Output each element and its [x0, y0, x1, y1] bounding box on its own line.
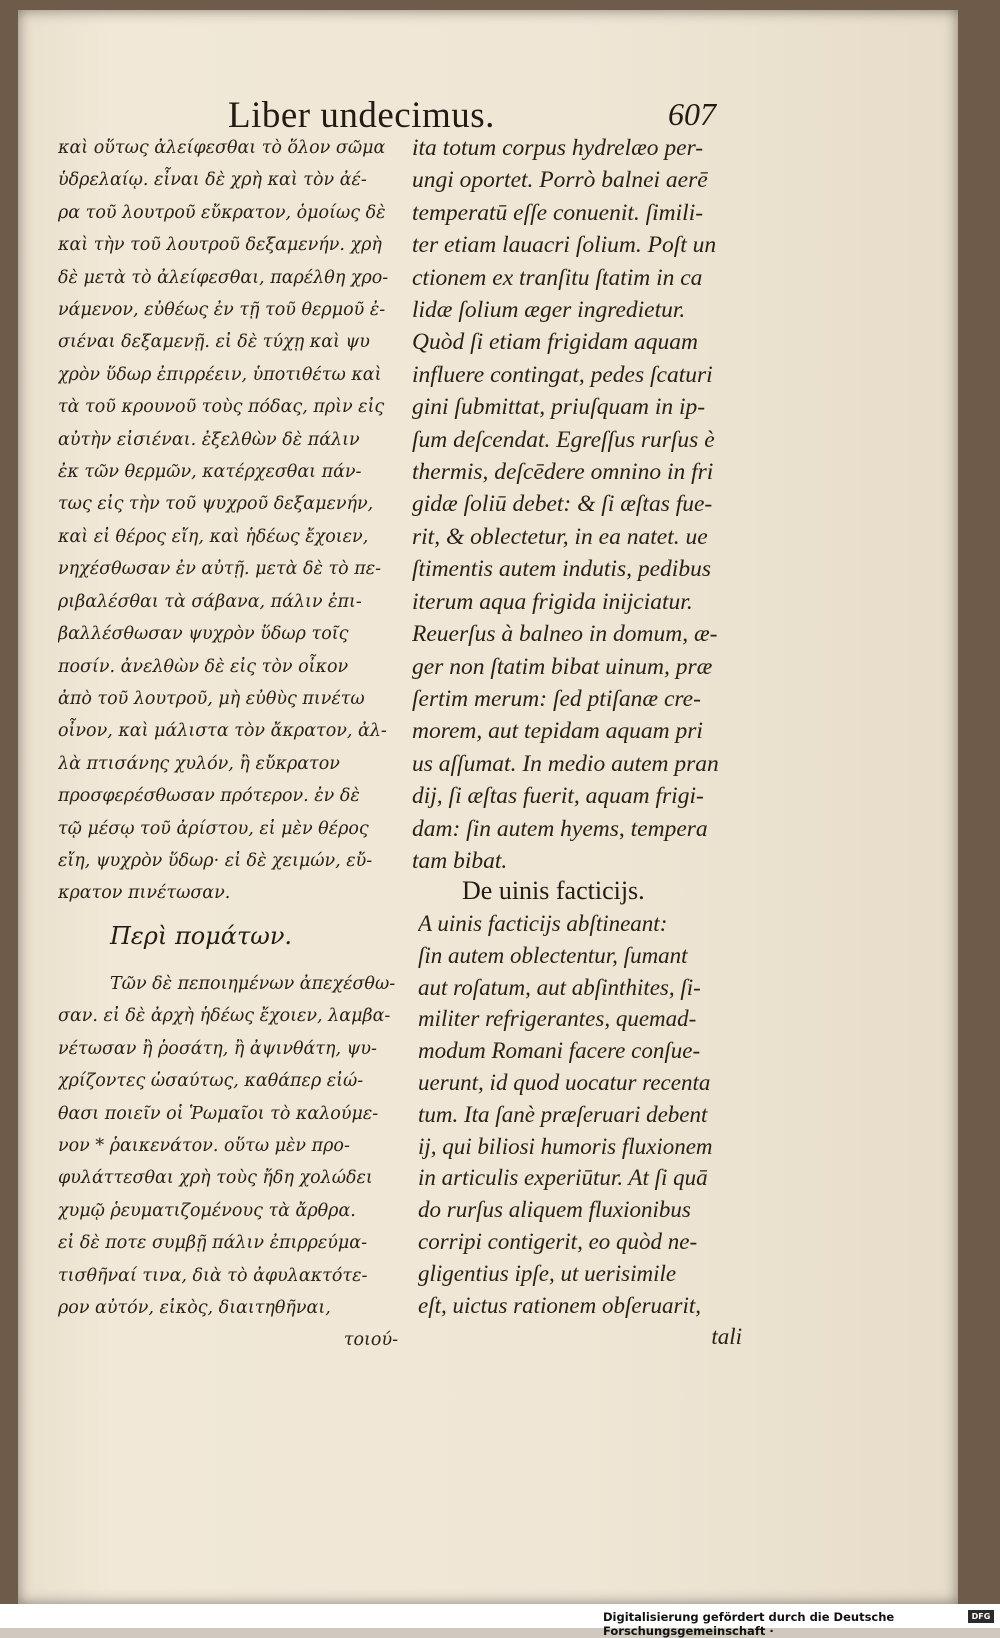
greek-text-line: νον * ῥαικενάτον. οὕτω μὲν προ-	[58, 1136, 350, 1157]
latin-text-line: militer refrigerantes, quemad-	[418, 1006, 697, 1032]
greek-text-line: νηχέσθωσαν ἐν αὐτῇ. μετὰ δὲ τὸ πε-	[58, 559, 382, 580]
greek-text-line: χρίζοντες ὡσαύτως, καθάπερ εἰώ-	[58, 1071, 364, 1092]
greek-text-line: τως εἰς τὴν τοῦ ψυχροῦ δεξαμενήν,	[58, 494, 374, 515]
page-number: 607	[668, 96, 716, 132]
latin-text-line: ter etiam lauacri ſolium. Poſt un	[412, 232, 717, 259]
latin-text-line: tam bibat.	[412, 847, 508, 874]
greek-text-line: εἰ δὲ ποτε συμβῇ πάλιν ἐπιρρεύμα-	[58, 1233, 368, 1254]
greek-text-line: αὐτὴν εἰσιέναι. ἐξελθὼν δὲ πάλιν	[58, 429, 360, 450]
latin-text-line: corripi contigerit, eo quòd ne-	[418, 1228, 698, 1254]
latin-text-line: dij, ſi æſtas fuerit, aquam frigi-	[412, 783, 704, 810]
dfg-logo: DFG	[968, 1610, 994, 1623]
greek-text-line: σαν. εἰ δὲ ἀρχὴ ἡδέως ἔχοιεν, λαμβα-	[58, 1006, 391, 1027]
latin-text-line: ſum deſcendat. Egreſſus rurſus è	[412, 426, 715, 453]
greek-text-line: εἴη, ψυχρὸν ὕδωρ· εἰ δὲ χειμών, εὔ-	[58, 850, 373, 871]
latin-text-line: ſtimentis autem indutis, pedibus	[412, 556, 711, 583]
greek-text-line: ἀπὸ τοῦ λουτροῦ, μὴ εὐθὺς πινέτω	[58, 688, 365, 709]
latin-column-lower	[418, 908, 742, 1353]
latin-text-line: uerunt, id quod uocatur recenta	[418, 1069, 711, 1095]
latin-text-line: in articulis experiūtur. At ſi quā	[418, 1165, 708, 1191]
greek-text-line: χυμῷ ῥευματιζομένους τὰ ἄρθρα.	[58, 1200, 356, 1221]
greek-text-line: ποσίν. ἀνελθὼν δὲ εἰς τὸν οἶκον	[58, 656, 349, 677]
greek-text-line: φυλάττεσθαι χρὴ τοὺς ἤδη χολώδει	[58, 1168, 373, 1189]
latin-text-line: Reuerſus à balneo in domum, æ-	[412, 621, 718, 648]
greek-text-line: λὰ πτισάνης χυλόν, ἢ εὔκρατον	[58, 753, 340, 774]
latin-text-line: ij, qui biliosi humoris fluxionem	[418, 1133, 713, 1159]
greek-text-line: οἶνον, καὶ μάλιστα τὸν ἄκρατον, ἀλ-	[58, 721, 387, 742]
greek-column-lower	[58, 968, 398, 1357]
greek-text-line: τοιού-	[343, 1330, 398, 1351]
greek-text-line: δὲ μετὰ τὸ ἀλείφεσθαι, παρέλθη χρο-	[58, 267, 389, 288]
greek-text-line: προσφερέσθωσαν πρότερον. ἐν δὲ	[58, 786, 360, 807]
latin-text-line: tum. Ita ſanè præſeruari debent	[418, 1101, 708, 1127]
greek-text-line: θασι ποιεῖν οἱ Ῥωμαῖοι τὸ καλούμε-	[58, 1103, 379, 1124]
latin-text-line: iterum aqua frigida inijciatur.	[412, 588, 693, 615]
greek-text-line: νάμενον, εὐθέως ἐν τῇ τοῦ θερμοῦ ἐ-	[58, 300, 386, 321]
latin-text-line: Quòd ſi etiam frigidam aquam	[412, 329, 698, 356]
latin-text-line: ger non ſtatim bibat uinum, præ	[412, 653, 713, 680]
latin-text-line: tali	[711, 1324, 742, 1350]
running-head: Liber undecimus.	[228, 95, 495, 136]
greek-text-line: ρον αὐτόν, εἰκὸς, διαιτηθῆναι,	[58, 1298, 331, 1319]
greek-text-line: ὑδρελαίῳ. εἶναι δὲ χρὴ καὶ τὸν ἀέ-	[58, 170, 367, 191]
greek-text-line: ριβαλέσθαι τὰ σάβανα, πάλιν ἐπι-	[58, 591, 362, 612]
latin-text-line: thermis, deſcēdere omnino in fri	[412, 459, 714, 486]
greek-text-line: βαλλέσθωσαν ψυχρὸν ὕδωρ τοῖς	[58, 624, 349, 645]
greek-text-line: ἐκ τῶν θερμῶν, κατέρχεσθαι πάν-	[58, 462, 362, 483]
greek-text-line: καὶ εἰ θέρος εἴη, καὶ ἡδέως ἔχοιεν,	[58, 526, 369, 547]
greek-text-line: κρατον πινέτωσαν.	[58, 883, 231, 904]
latin-text-line: us aſſumat. In medio autem pran	[412, 750, 719, 777]
latin-text-line: gidæ ſoliū debet: & ſi æſtas fue-	[412, 491, 713, 518]
latin-text-line: gini ſubmittat, priuſquam in ip-	[412, 394, 706, 421]
greek-section-heading: Περὶ πομάτων.	[110, 922, 293, 950]
latin-text-line: ſertim merum: ſed ptiſanæ cre-	[412, 685, 701, 712]
latin-text-line: ſin autem oblectentur, ſumant	[418, 942, 688, 968]
greek-text-line: χρὸν ὕδωρ ἐπιρρέειν, ὑποτιθέτω καὶ	[58, 364, 382, 385]
latin-text-line: aut roſatum, aut abſinthites, ſi-	[418, 974, 701, 1000]
latin-text-line: eſt, uictus rationem obſeruarit,	[418, 1292, 702, 1318]
latin-text-line: rit, & oblectetur, in ea natet. ue	[412, 523, 708, 550]
greek-text-line: τισθῆναί τινα, διὰ τὸ ἀφυλακτότε-	[58, 1265, 368, 1286]
latin-text-line: do rurſus aliquem fluxionibus	[418, 1197, 691, 1223]
latin-text-line: ita totum corpus hydrelæo per-	[412, 135, 704, 161]
latin-text-line: lidæ ſolium æger ingredietur.	[412, 297, 686, 324]
greek-text-line: τῷ μέσῳ τοῦ ἀρίστου, εἰ μὲν θέρος	[58, 818, 369, 839]
latin-text-line: modum Romani facere conſue-	[418, 1038, 701, 1064]
greek-text-line: Τῶν δὲ πεποιημένων ἀπεχέσθω-	[110, 974, 396, 994]
latin-text-line: dam: ſin autem hyems, tempera	[412, 815, 708, 842]
latin-text-line: temperatū eſſe conuenit. ſimili-	[412, 199, 704, 226]
greek-text-line: ρα τοῦ λουτροῦ εὔκρατον, ὁμοίως δὲ	[58, 202, 386, 223]
latin-section-heading: De uinis facticijs.	[462, 876, 645, 905]
greek-text-line: νέτωσαν ἢ ῥοσάτη, ἢ ἀψινθάτη, ψυ-	[58, 1038, 377, 1059]
greek-text-line: καὶ οὕτως ἀλείφεσθαι τὸ ὅλον σῶμα	[58, 138, 386, 158]
latin-text-line: A uinis facticijs abſtineant:	[418, 911, 668, 936]
latin-text-line: gligentius ipſe, ut uerisimile	[418, 1260, 677, 1286]
greek-text-line: τὰ τοῦ κρουνοῦ τοὺς πόδας, πρὶν εἰς	[58, 397, 385, 418]
latin-text-line: morem, aut tepidam aquam pri	[412, 718, 703, 745]
latin-text-line: ungi oportet. Porrò balnei aerē	[412, 167, 708, 194]
footer-credit: Digitalisierung gefördert durch die Deutsche Forschungsgemeinschaft ·	[603, 1610, 895, 1638]
greek-text-line: καὶ τὴν τοῦ λουτροῦ δεξαμενήν. χρὴ	[58, 235, 382, 256]
latin-column	[412, 132, 742, 877]
latin-text-line: influere contingat, pedes ſcaturi	[412, 361, 713, 388]
latin-text-line: ctionem ex tranſitu ſtatim in ca	[412, 264, 703, 291]
greek-text-line: σιέναι δεξαμενῇ. εἰ δὲ τύχῃ καὶ ψυ	[58, 332, 370, 353]
greek-column	[58, 132, 398, 910]
